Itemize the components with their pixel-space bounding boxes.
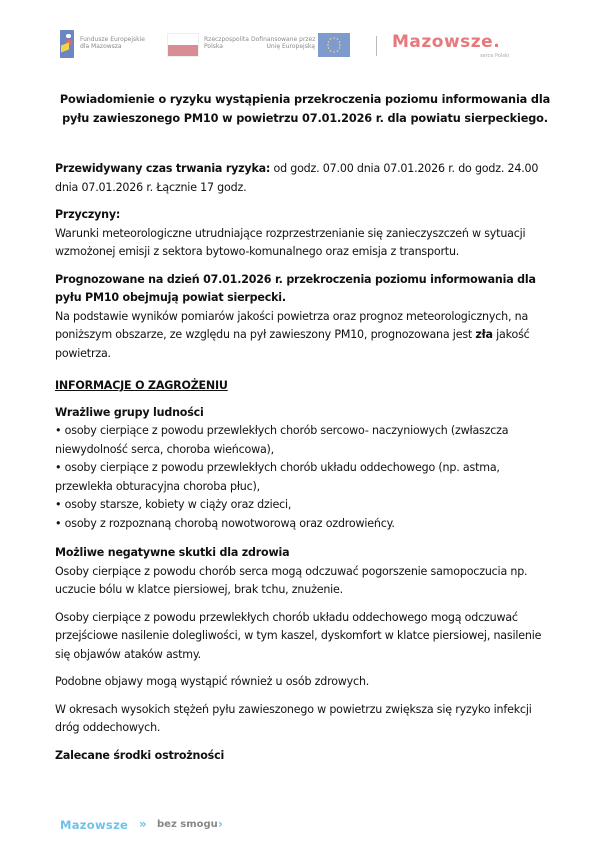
footer-mazowsze-brand: Mazowsze (60, 818, 129, 832)
mazowsze-tagline: serce Polski (480, 53, 510, 59)
document-body (55, 90, 555, 765)
eu-cofinancing-logo (251, 30, 391, 60)
causes-text: Warunki meteorologiczne utrudniające rozprzestrzenianie się zanieczyszczeń w sytuacji wzmożonej emisji z sektora bytowo-komunalnego oraz emisja z transportu. (55, 226, 526, 258)
risk-duration-label: Przewidywany czas trwania ryzyka: (55, 162, 271, 175)
forecast-text: Na podstawie wyników pomiarów jakości powietrza oraz prognoz meteorologicznych, na poniższym obszarze, ze względu na pył zawieszony PM10, prognozowana jest zła jakość powietrza. (55, 309, 530, 360)
health-effects-paragraph: W okresach wysokich stężeń pyłu zawieszonego w powietrzu zwiększa się ryzyko infekcji dróg oddechowych. (55, 702, 532, 734)
fundusze-europejskie-icon (60, 30, 74, 58)
fundusze-europejskie-logo (60, 30, 160, 60)
mazowsze-logo: Mazowsze. (392, 32, 501, 52)
vulnerable-groups-heading: Wrażliwe grupy ludności (55, 405, 204, 419)
chevron-right-icon: › (218, 817, 223, 831)
health-effects-paragraph: Podobne objawy mogą wystąpić również u osób zdrowych. (55, 675, 370, 688)
fe-line2: dla Mazowsza (80, 43, 122, 50)
double-chevron-icon: » (139, 817, 147, 831)
threat-info-heading: INFORMACJE O ZAGROŻENIU (55, 379, 228, 392)
causes-label: Przyczyny: (55, 208, 121, 221)
vulnerable-group-item: • osoby cierpiące z powodu przewlekłych chorób sercowo- naczyniowych (zwłaszcza niewydolność serca, choroba wieńcowa), (55, 424, 509, 456)
document-title: Powiadomienie o ryzyku wystąpienia przekroczenia poziomu informowania dla pyłu zawieszonego PM10 w powietrzu 07.01.2026 r. dla powiatu sierpeckiego. (59, 93, 551, 125)
header-logos (60, 30, 510, 62)
vulnerable-group-item: • osoby starsze, kobiety w ciąży oraz dzieci, (55, 498, 292, 511)
vulnerable-group-item: • osoby cierpiące z powodu przewlekłych chorób układu oddechowego (np. astma, przewlekła obturacyjna choroba płuc), (55, 461, 500, 493)
logo-divider (376, 36, 377, 56)
vulnerable-group-item: • osoby z rozpoznaną chorobą nowotworową oraz ozdrowieńcy. (55, 516, 395, 530)
risk-duration (55, 160, 555, 197)
eu-flag-icon (318, 33, 350, 57)
health-effects-paragraph: Osoby cierpiące z powodu chorób serca mogą odczuwać pogorszenie samopoczucia np. uczucie bólu w klatce piersiowej, brak tchu, znużenie. (55, 564, 528, 596)
precautions-heading: Zalecane środki ostrożności (55, 748, 225, 762)
risk-duration-text: od godz. 07.00 dnia 07.01.2026 r. do godz. 24.00 dnia 07.01.2026 r. Łącznie 17 godz. (55, 162, 539, 194)
eu-line1: Dofinansowane przez (251, 36, 316, 43)
forecast-heading: Prognozowane na dzień 07.01.2026 r. przekroczenia poziomu informowania dla pyłu PM10 obejmują powiat sierpecki. (55, 272, 536, 304)
fe-line1: Fundusze Europejskie (80, 36, 145, 43)
footer-logo (60, 818, 260, 838)
footer-slogan: bez smogu (157, 819, 218, 830)
air-quality-value: zła (475, 328, 493, 341)
rp-line1: Rzeczpospolita (204, 36, 249, 43)
rp-line2: Polska (204, 43, 223, 50)
eu-line2: Unię Europejską (266, 43, 315, 50)
health-effects-heading: Możliwe negatywne skutki dla zdrowia (55, 546, 290, 559)
health-effects-paragraph: Osoby cierpiące z powodu przewlekłych chorób układu oddechowego mogą odczuwać przejściowe nasilenie dolegliwości, w tym kaszel, dyskomfort w klatce piersiowej, nasilenie się objawów ataków astmy. (55, 610, 542, 661)
polish-flag-icon (167, 33, 199, 57)
